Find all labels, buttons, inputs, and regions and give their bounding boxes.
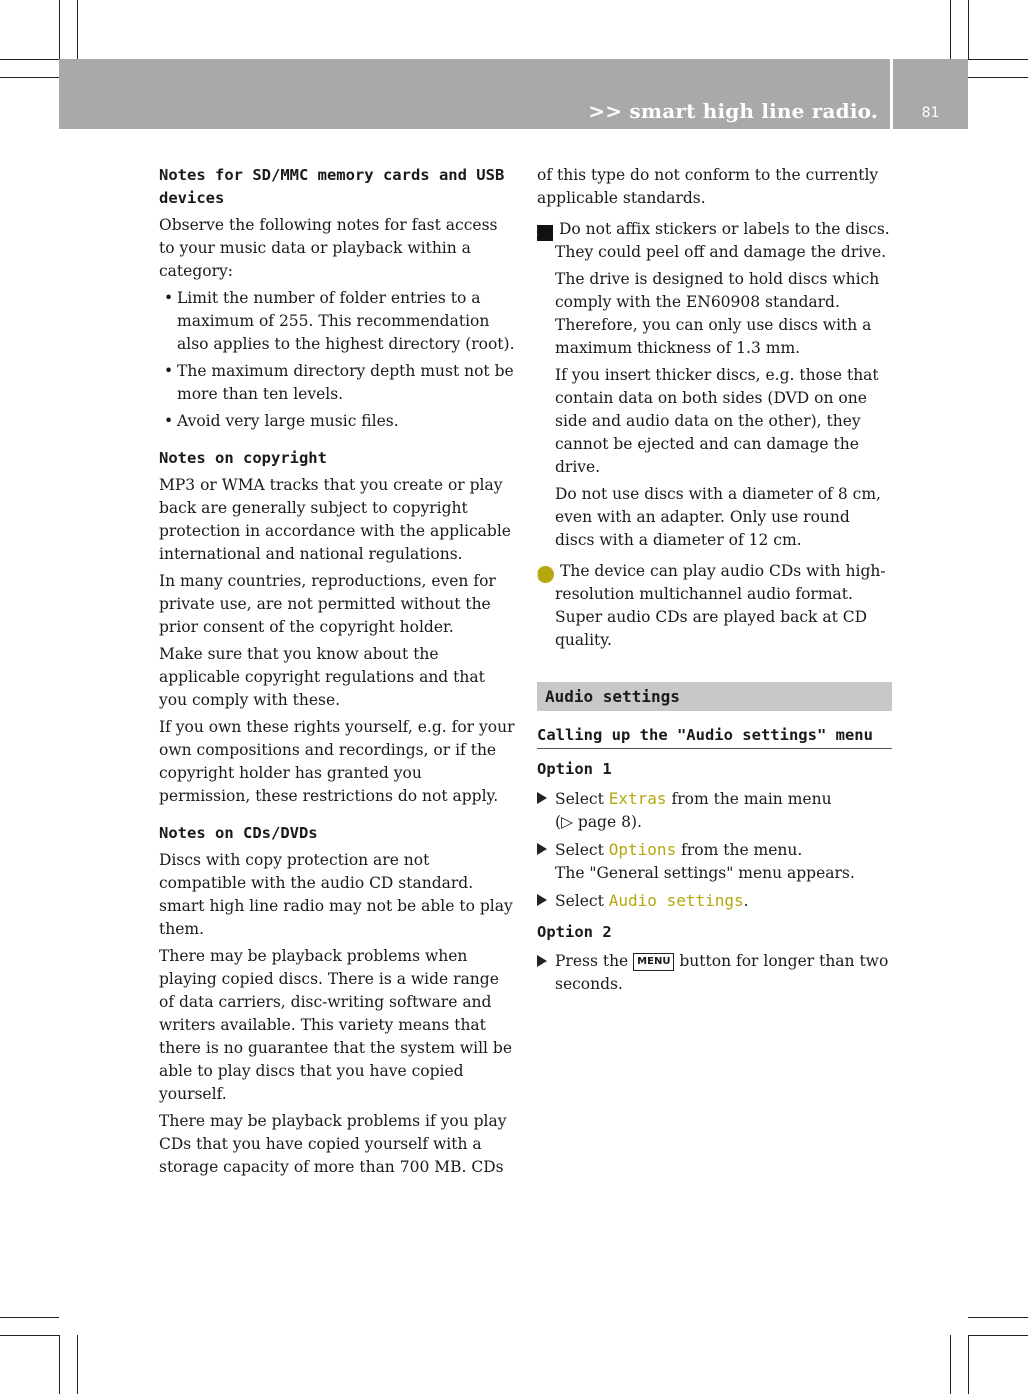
paragraph: If you insert thicker discs, e.g. those that contain data on both sides (DVD on one side and audio data on the other), they cannot be ejected and can damage the drive. [555, 366, 879, 476]
list-item: • Limit the number of folder entries to a maximum of 255. This recommendation also applies to the highest directory (root). [159, 287, 515, 356]
sd-heading: Notes for SD/MMC memory cards and USB devices [159, 166, 505, 207]
step-text: Select [555, 790, 609, 808]
paragraph: Discs with copy protection are not compatible with the audio CD standard. smart high line radio may not be able to play them. [159, 851, 513, 938]
page-number: 81 [921, 105, 940, 121]
crop-mark [0, 59, 59, 60]
running-header-title: >> smart high line radio. [588, 99, 878, 123]
header-band [59, 59, 890, 129]
step-text: button for longer than two seconds. [555, 952, 889, 993]
step-text: . [743, 892, 749, 910]
crop-mark [0, 1317, 59, 1318]
crop-mark [968, 1317, 1028, 1318]
crop-mark [77, 1335, 78, 1394]
step-text: from the menu. [676, 841, 803, 859]
crop-mark [0, 1335, 59, 1336]
page-number-box [893, 59, 968, 129]
crop-mark [950, 1335, 951, 1394]
step-text: Press the [555, 952, 634, 970]
step-arrow-icon [537, 792, 547, 804]
paragraph: Make sure that you know about the applicable copyright regulations and that you comply with these. [159, 645, 485, 709]
step-text: The "General settings" menu appears. [555, 864, 855, 882]
crop-mark [59, 0, 60, 59]
step-text: Select [555, 892, 609, 910]
menu-keyword: Extras [608, 789, 667, 808]
paragraph: of this type do not conform to the currently applicable standards. [537, 166, 879, 207]
crop-mark [968, 59, 1028, 60]
info-icon: i [537, 566, 554, 583]
warning-icon: ! [537, 225, 553, 241]
sub-heading: Calling up the "Audio settings" menu [537, 726, 873, 744]
sd-bullet-list [159, 287, 515, 433]
left-column [159, 164, 515, 1183]
step-item [537, 889, 892, 913]
paragraph: If you own these rights yourself, e.g. for your own compositions and recordings, or if the copyright holder has granted you permission, these restrictions do not apply. [159, 718, 515, 805]
section-title: Audio settings [545, 687, 680, 706]
paragraph: There may be playback problems if you play CDs that you have copied yourself with a storage capacity of more than 700 MB. CDs [159, 1112, 507, 1176]
step-text: Select [555, 841, 609, 859]
sub-heading-rule [537, 724, 892, 749]
step-item [537, 950, 892, 996]
info-note [534, 560, 892, 652]
right-column [533, 164, 892, 1000]
crop-mark [77, 0, 78, 59]
paragraph: The drive is designed to hold discs which comply with the EN60908 standard. Therefore, you can only use discs with a maximum thickness of 1.3 mm. [555, 270, 880, 357]
paragraph: In many countries, reproductions, even for private use, are not permitted without the prior consent of the copyright holder. [159, 572, 496, 636]
crop-mark [968, 0, 969, 59]
step-item [537, 838, 892, 885]
menu-key-icon: MENU [633, 953, 674, 971]
crop-mark [59, 1335, 60, 1394]
step-arrow-icon [537, 894, 547, 906]
step-arrow-icon [537, 843, 547, 855]
info-text: The device can play audio CDs with high-resolution multichannel audio format. Super audio CDs are played back at CD quality. [555, 562, 886, 649]
crop-mark [968, 77, 1028, 78]
step-item [537, 787, 892, 834]
crop-mark [968, 1335, 969, 1394]
step-arrow-icon [537, 955, 547, 967]
warning-text: Do not affix stickers or labels to the discs. They could peel off and damage the drive. [555, 220, 890, 261]
step-text: (▷ page 8). [555, 813, 642, 831]
list-item: • The maximum directory depth must not be more than ten levels. [159, 360, 515, 406]
option2-label: Option 2 [537, 923, 612, 941]
paragraph: MP3 or WMA tracks that you create or play back are generally subject to copyright protection in accordance with the applicable international and national regulations. [159, 476, 511, 563]
step-text: from the main menu [666, 790, 832, 808]
sd-intro: Observe the following notes for fast access to your music data or playback within a category: [159, 216, 498, 280]
crop-mark [968, 1335, 1028, 1336]
section-title-bar [537, 682, 892, 711]
paragraph: There may be playback problems when playing copied discs. There is a wide range of data carriers, disc-writing software and writers available. This variety means that there is no guarantee that the system will be able to play discs that you have copied yourself. [159, 947, 513, 1103]
info-first [534, 560, 892, 652]
crop-mark [0, 77, 59, 78]
option1-label: Option 1 [537, 760, 612, 778]
warning-first [533, 218, 892, 264]
menu-keyword: Audio settings [608, 891, 744, 910]
paragraph: Do not use discs with a diameter of 8 cm, even with an adapter. Only use round discs with a diameter of 12 cm. [555, 485, 881, 549]
cds-heading: Notes on CDs/DVDs [159, 824, 318, 842]
copyright-heading: Notes on copyright [159, 449, 327, 467]
crop-mark [950, 0, 951, 59]
warning-note [533, 218, 892, 552]
menu-keyword: Options [608, 840, 677, 859]
list-item: • Avoid very large music files. [159, 410, 515, 433]
